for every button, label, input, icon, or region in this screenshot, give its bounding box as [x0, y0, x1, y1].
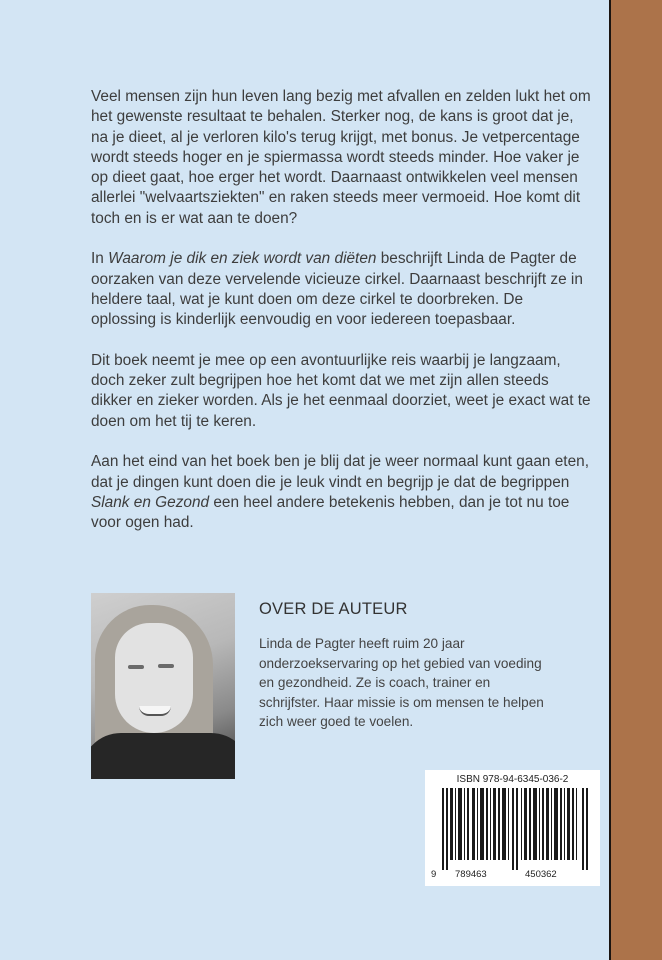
photo-coat	[91, 733, 235, 779]
blurb-paragraph-2	[91, 249, 591, 330]
barcode-bars	[442, 788, 592, 870]
blurb	[91, 87, 591, 554]
barcode-digits-left: 789463	[455, 869, 487, 880]
photo-smile	[139, 706, 171, 716]
blurb-text: Aan het eind van het boek ben je blij dat je weer normaal kunt gaan eten, dat je dingen kunt doen die je leuk vindt en begrijp je dat de begrippen	[91, 453, 589, 491]
emphasis-text: Slank en Gezond	[91, 493, 210, 511]
isbn-barcode	[425, 770, 600, 886]
isbn-label: ISBN 978-94-6345-036-2	[456, 774, 569, 785]
author-bio: Linda de Pagter heeft ruim 20 jaar onderzoekservaring op het gebied van voeding en gezondheid. Ze is coach, trainer en schrijfster. Haar missie is om mensen te helpen zich weer goed te voelen.	[259, 636, 544, 729]
blurb-paragraph-1: Veel mensen zijn hun leven lang bezig met afvallen en zelden lukt het om het gewenste resultaat te behalen. Sterker nog, de kans is groot dat je, na je dieet, al je verloren kilo's terug krijgt, met bonus. Je vetpercentage wordt steeds hoger en je spiermassa wordt steeds minder. Hoe vaker je op dieet gaat, hoe erger het wordt. Daarnaast ontwikkelen veel mensen allerlei "welvaartsziekten" en raken steeds meer vermoeid. Hoe komt dit toch en is er wat aan te doen?	[91, 88, 591, 227]
spine-edge-line	[609, 0, 611, 960]
photo-face	[115, 623, 193, 733]
barcode-digit-first: 9	[431, 869, 437, 880]
photo-eye	[128, 665, 144, 669]
author-photo	[91, 593, 235, 779]
book-title: Waarom je dik en ziek wordt van diëten	[108, 250, 377, 268]
book-spine	[611, 0, 662, 960]
photo-eye	[158, 664, 174, 668]
blurb-text: beschrijft Linda de Pagter de oorzaken van deze vervelende vicieuze cirkel. Daarnaast beschrijft ze in heldere taal, wat je kunt doen om deze cirkel te doorbreken. De oplossing is kinderlijk eenvoudig en voor iedereen toepasbaar.	[91, 250, 583, 329]
blurb-paragraph-4	[91, 452, 591, 533]
blurb-text: In	[91, 250, 109, 268]
author-heading: OVER DE AUTEUR	[259, 600, 408, 618]
blurb-text: een heel andere betekenis hebben, dan je tot nu toe voor ogen had.	[91, 493, 570, 532]
blurb-paragraph-3: Dit boek neemt je mee op een avontuurlijke reis waarbij je langzaam, doch zeker zult begrijpen hoe het komt dat we met zijn allen steeds dikker en zieker worden. Als je het eenmaal doorziet, weet je exact wat te doen om het tij te keren.	[91, 351, 591, 430]
barcode-digits-right: 450362	[525, 869, 557, 880]
